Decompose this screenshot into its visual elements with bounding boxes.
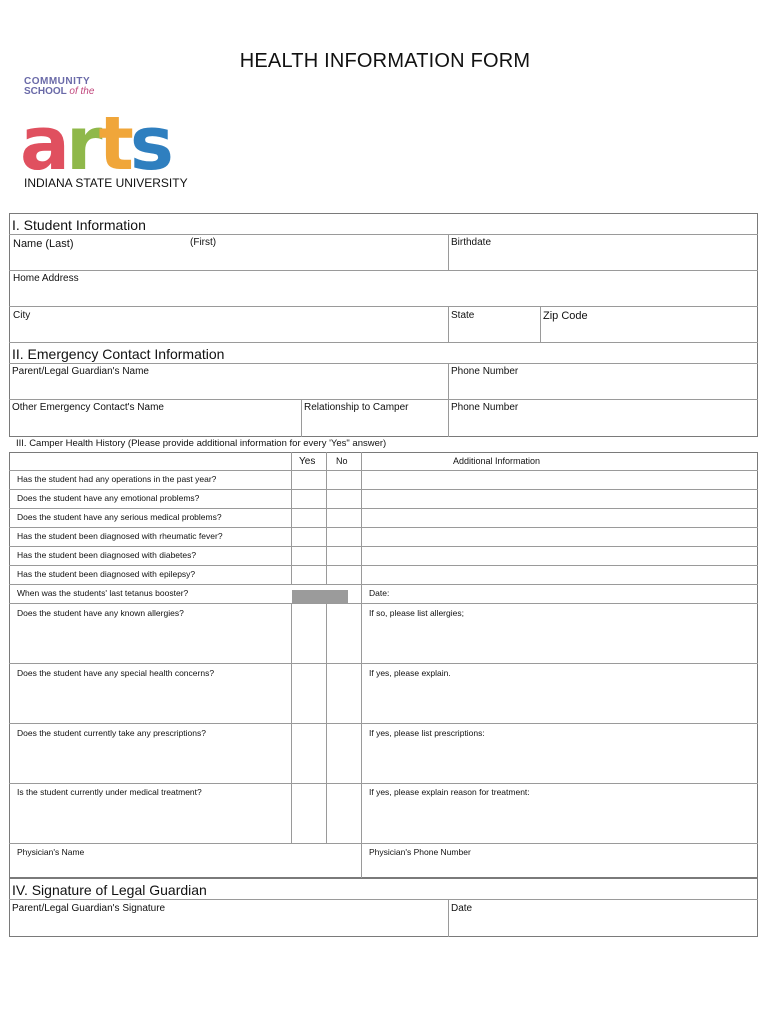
question-operations: Has the student had any operations in the past year?	[17, 474, 217, 484]
home-address-label: Home Address	[13, 273, 79, 284]
info-cell[interactable]	[362, 566, 757, 583]
logo-line2: SCHOOL of the	[24, 86, 95, 97]
question-epilepsy: Has the student been diagnosed with epilepsy?	[17, 569, 196, 579]
additional-info-header: Additional Information	[453, 456, 541, 466]
yes-cell[interactable]	[292, 490, 325, 507]
guardian-phone-field[interactable]	[449, 364, 757, 398]
first-name-label: (First)	[190, 237, 217, 248]
yes-cell[interactable]	[292, 547, 325, 564]
no-column-header: No	[336, 456, 348, 466]
name-last-label: Name (Last)	[13, 238, 74, 250]
question-prescriptions: Does the student currently take any prescriptions?	[17, 728, 206, 738]
question-allergies: Does the student have any known allergies?	[17, 608, 184, 618]
guardian-name-label: Parent/Legal Guardian's Name	[12, 366, 149, 377]
question-health-concerns: Does the student have any special health concerns?	[17, 668, 215, 678]
allergies-info-label: If so, please list allergies;	[369, 608, 464, 618]
city-label: City	[13, 310, 31, 321]
section3-heading: III. Camper Health History (Please provide additional information for every 'Yes" answer)	[16, 438, 387, 449]
logo-letter-a: a	[20, 101, 66, 187]
info-cell[interactable]	[362, 471, 757, 488]
logo-letter-t: t	[98, 101, 130, 187]
guardian-signature-label: Parent/Legal Guardian's Signature	[12, 903, 166, 914]
concerns-info-field[interactable]	[362, 664, 757, 722]
section2-heading: II. Emergency Contact Information	[12, 346, 225, 362]
birthdate-field[interactable]	[449, 235, 757, 269]
birthdate-label: Birthdate	[451, 237, 492, 248]
tetanus-date-label: Date:	[369, 588, 390, 598]
guardian-signature-field[interactable]	[10, 900, 447, 936]
section4-heading: IV. Signature of Legal Guardian	[12, 882, 207, 898]
relationship-field[interactable]	[302, 400, 447, 436]
no-cell[interactable]	[327, 566, 360, 583]
yes-cell[interactable]	[292, 566, 325, 583]
info-cell[interactable]	[362, 547, 757, 564]
section1-heading: I. Student Information	[12, 217, 146, 233]
physician-phone-label: Physician's Phone Number	[369, 847, 471, 857]
city-field[interactable]	[10, 307, 447, 341]
svg-text:arts	[20, 101, 171, 187]
logo-line1: COMMUNITY	[24, 76, 91, 87]
logo-letter-s: s	[129, 101, 170, 187]
signature-date-field[interactable]	[449, 900, 757, 936]
student-name-field[interactable]	[10, 235, 447, 269]
no-cell[interactable]	[327, 528, 360, 545]
prescriptions-info-field[interactable]	[362, 724, 757, 782]
zip-code-field[interactable]	[541, 307, 757, 341]
state-label: State	[451, 310, 475, 321]
yes-cell[interactable]	[292, 471, 325, 488]
phone-number-label-1: Phone Number	[451, 366, 519, 377]
state-field[interactable]	[449, 307, 539, 341]
no-cell[interactable]	[327, 509, 360, 526]
info-cell[interactable]	[362, 509, 757, 526]
question-rheumatic-fever: Has the student been diagnosed with rheumatic fever?	[17, 531, 223, 541]
prescriptions-info-label: If yes, please list prescriptions:	[369, 728, 485, 738]
relationship-label: Relationship to Camper	[304, 402, 409, 413]
physician-name-field[interactable]	[10, 844, 360, 877]
treatment-info-label: If yes, please explain reason for treatment:	[369, 787, 530, 797]
question-diabetes: Has the student been diagnosed with diabetes?	[17, 550, 197, 560]
question-emotional: Does the student have any emotional problems?	[17, 493, 200, 503]
university-name: INDIANA STATE UNIVERSITY	[24, 176, 188, 190]
zip-code-label: Zip Code	[543, 310, 588, 322]
info-cell[interactable]	[362, 528, 757, 545]
question-tetanus: When was the students' last tetanus booster?	[17, 588, 189, 598]
no-cell[interactable]	[327, 490, 360, 507]
physician-name-label: Physician's Name	[17, 847, 85, 857]
question-treatment: Is the student currently under medical treatment?	[17, 787, 202, 797]
physician-phone-field[interactable]	[362, 844, 757, 877]
tetanus-date-field[interactable]	[362, 585, 757, 602]
signature-date-label: Date	[451, 903, 473, 914]
other-contact-label: Other Emergency Contact's Name	[12, 402, 164, 413]
no-cell[interactable]	[327, 471, 360, 488]
form-title: HEALTH INFORMATION FORM	[239, 50, 531, 72]
info-cell[interactable]	[362, 490, 757, 507]
phone-number-label-2: Phone Number	[451, 402, 519, 413]
question-serious-medical: Does the student have any serious medical problems?	[17, 512, 222, 522]
guardian-name-field[interactable]	[10, 364, 447, 398]
allergies-info-field[interactable]	[362, 604, 757, 662]
yes-cell[interactable]	[292, 528, 325, 545]
logo-letter-r: r	[65, 101, 99, 187]
tetanus-shaded-cell	[292, 590, 348, 603]
home-address-field[interactable]	[10, 271, 757, 305]
other-contact-phone-field[interactable]	[449, 400, 757, 436]
other-contact-field[interactable]	[10, 400, 300, 436]
yes-column-header: Yes	[299, 456, 316, 467]
yes-cell[interactable]	[292, 509, 325, 526]
concerns-info-label: If yes, please explain.	[369, 668, 451, 678]
treatment-info-field[interactable]	[362, 784, 757, 842]
no-cell[interactable]	[327, 547, 360, 564]
